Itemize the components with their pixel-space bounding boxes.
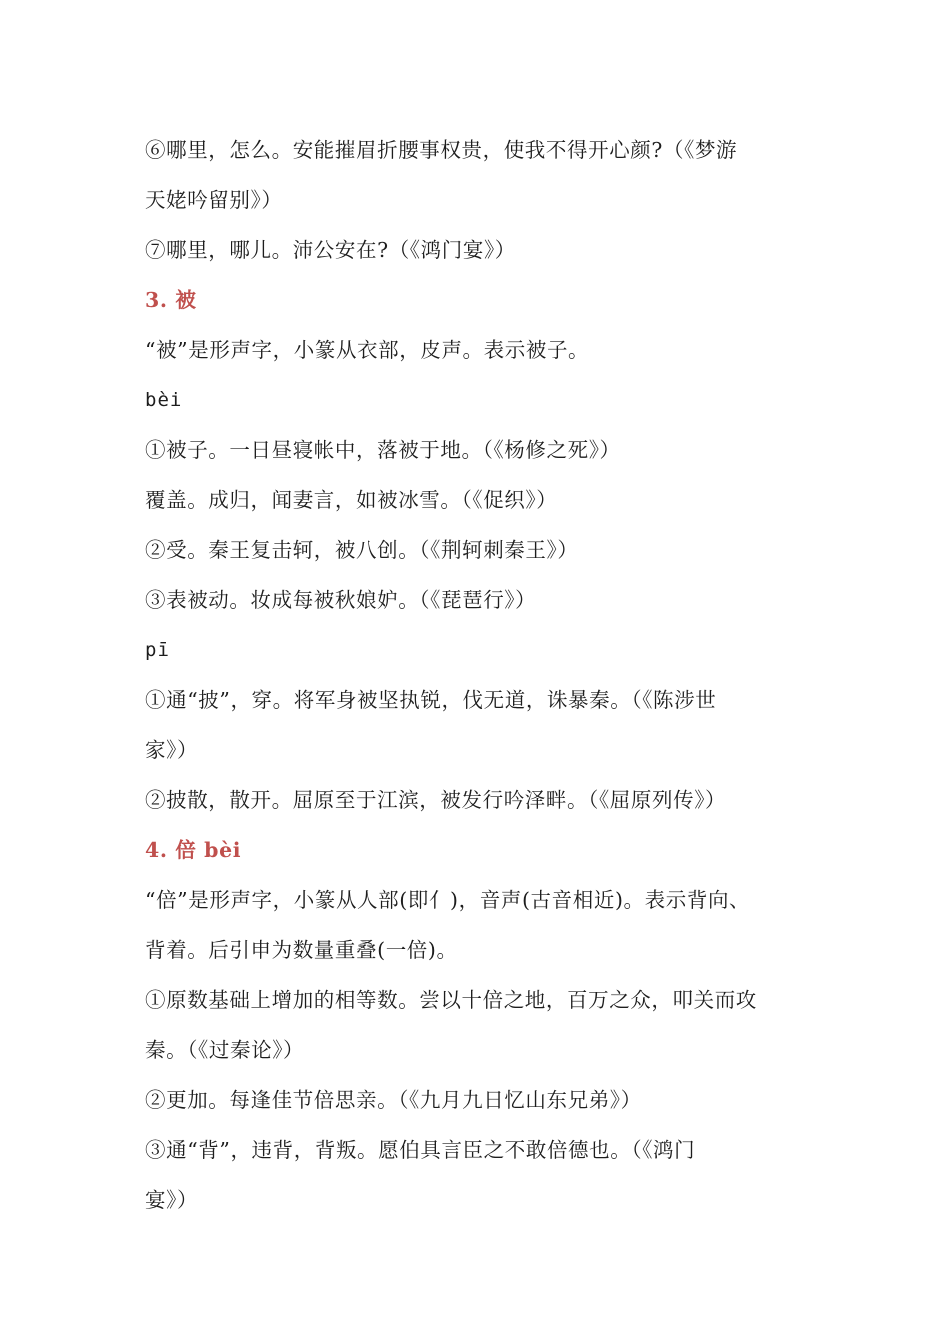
- text-line: ②受。秦王复击轲，被八创。（《荆轲刺秦王》）: [145, 538, 579, 562]
- section-heading: 4. 倍 bèi: [145, 838, 242, 862]
- text-line: 天姥吟留别》）: [145, 188, 283, 212]
- text-line: ①通“披”，穿。将军身被坚执锐，伐无道，诛暴秦。（《陈涉世: [145, 688, 717, 712]
- section-heading: 3. 被: [145, 288, 197, 312]
- text-line: ①原数基础上增加的相等数。尝以十倍之地，百万之众，叩关而攻: [145, 988, 757, 1012]
- text-line: 家》）: [145, 738, 199, 762]
- pinyin-line: bèi: [145, 389, 183, 411]
- document-body: [145, 131, 825, 1231]
- text-line: ②更加。每逢佳节倍思亲。（《九月九日忆山东兄弟》）: [145, 1088, 642, 1112]
- text-line: 宴》）: [145, 1188, 199, 1212]
- text-line: ③表被动。妆成每被秋娘妒。（《琵琶行》）: [145, 588, 537, 612]
- text-line: ②披散，散开。屈原至于江滨，被发行吟泽畔。（《屈原列传》）: [145, 788, 727, 812]
- text-line: 秦。（《过秦论》）: [145, 1038, 305, 1062]
- text-line: 覆盖。成归，闻妻言，如被冰雪。（《促织》）: [145, 488, 558, 512]
- text-line: ⑥哪里，怎么。安能摧眉折腰事权贵，使我不得开心颜?（《梦游: [145, 138, 738, 162]
- text-line: ③通“背”，违背，背叛。愿伯具言臣之不敢倍德也。（《鸿门: [145, 1138, 696, 1162]
- text-line: ⑦哪里，哪儿。沛公安在?（《鸿门宴》）: [145, 238, 516, 262]
- pinyin-line: pī: [145, 639, 170, 661]
- text-line: “倍”是形声字，小篆从人部(即亻)，音声(古音相近)。表示背向、: [145, 888, 751, 912]
- text-line: ①被子。一日昼寝帐中，落被于地。（《杨修之死》）: [145, 438, 621, 462]
- text-line: 背着。后引申为数量重叠(一倍)。: [145, 938, 458, 962]
- text-line: “被”是形声字，小篆从衣部，皮声。表示被子。: [145, 338, 590, 362]
